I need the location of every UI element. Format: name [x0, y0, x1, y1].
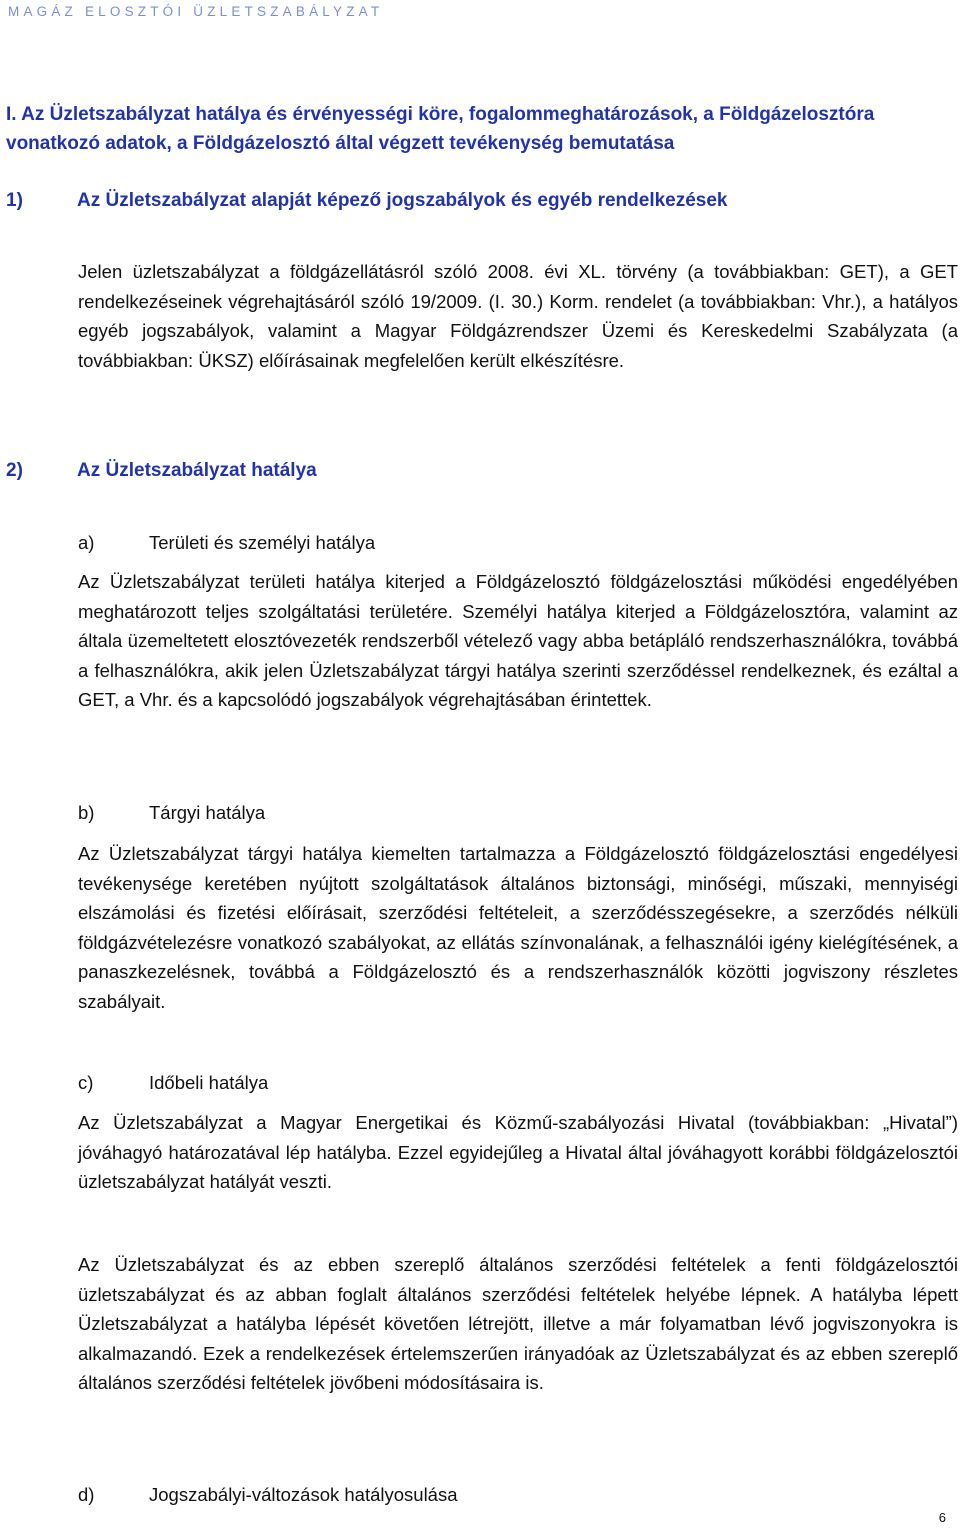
subsection-d-heading: [78, 1480, 458, 1509]
subsection-a-title: Területi és személyi hatálya: [149, 532, 376, 553]
subsection-c-paragraph-1: Az Üzletszabályzat a Magyar Energetikai és Közmű-szabályozási Hivatal (továbbiakban: „Hivatal”) jóváhagyó határozatával lép hatályba. Ezzel egyidejűleg a Hivatal által jóváhagyott korábbi földgázelosztói üzletszabályzat hatályát veszti.: [78, 1112, 958, 1192]
section-1-paragraph: Jelen üzletszabályzat a földgázellátásról szóló 2008. évi XL. törvény (a továbbiakban: GET), a GET rendelkezéseinek végrehajtásáról szóló 19/2009. (I. 30.) Korm. rendelet (a továbbiakban: Vhr.), a hatályos egyéb jogszabályok, valamint a Magyar Földgázrendszer Üzemi és Kereskedelmi Szabályzata (a továbbiakban: ÜKSZ) előírásainak megfelelően került elkészítésre.: [78, 261, 958, 371]
running-header: MAGÁZ ELOSZTÓI ÜZLETSZABÁLYZAT: [8, 4, 384, 19]
section-1-title: Az Üzletszabályzat alapját képező jogszabályok és egyéb rendelkezések: [77, 190, 728, 211]
subsection-b-paragraph: Az Üzletszabályzat tárgyi hatálya kiemelten tartalmazza a Földgázelosztó földgázelosztási engedélyesi tevékenysége keretében nyújtott szolgáltatások általános biztonsági, minőségi, műszaki, mennyiségi elszámolási és fizetési előírásait, szerződési feltételeit, a szerződésszegésekre, a szerződés nélküli földgázvételezésre vonatkozó szabályokat, az ellátás színvonalának, a felhasználói igény kielégítésének, a panaszkezelésnek, továbbá a Földgázelosztó és a rendszerhasználók közötti jogviszony részletes szabályait.: [78, 843, 958, 1012]
subsection-a-letter: a): [78, 532, 95, 553]
subsection-a-heading: [78, 528, 375, 557]
subsection-a-paragraph: Az Üzletszabályzat területi hatálya kiterjed a Földgázelosztó földgázelosztási működési engedélyében meghatározott teljes szolgáltatási területére. Személyi hatálya kiterjed a Földgázelosztóra, valamint az általa üzemeltetett elosztóvezeték rendszerből vételező vagy abba betápláló rendszerhasználókra, továbbá a felhasználókra, akik jelen Üzletszabályzat tárgyi hatálya szerinti szerződéssel rendelkeznek, és ezáltal a GET, a Vhr. és a kapcsolódó jogszabályok végrehajtásában érintettek.: [78, 571, 958, 710]
subsection-c-title: Időbeli hatálya: [149, 1072, 269, 1093]
section-1-heading: [6, 186, 728, 215]
subsection-b-title: Tárgyi hatálya: [149, 802, 266, 823]
subsection-b-heading: [78, 798, 265, 827]
chapter-title: I. Az Üzletszabályzat hatálya és érvényességi köre, fogalommeghatározások, a Földgázelosztóra vonatkozó adatok, a Földgázelosztó által végzett tevékenység bemutatása: [6, 104, 875, 154]
section-2-number: 2): [6, 460, 23, 481]
subsection-c-letter: c): [78, 1072, 94, 1093]
subsection-d-title: Jogszabályi-változások hatályosulása: [149, 1484, 458, 1505]
subsection-c-heading: [78, 1068, 268, 1097]
subsection-c-paragraph-2: Az Üzletszabályzat és az ebben szereplő általános szerződési feltételek a fenti földgázelosztói üzletszabályzat és az abban foglalt általános szerződési feltételek helyébe lépnek. A hatályba lépett Üzletszabályzat a hatályba lépését követően létrejött, illetve a már folyamatban lévő jogviszonyokra is alkalmazandó. Ezek a rendelkezések értelemszerűen irányadóak az Üzletszabályzat és az ebben szereplő általános szerződési feltételek jövőbeni módosításaira is.: [78, 1254, 958, 1393]
section-2-heading: [6, 456, 317, 485]
subsection-d-letter: d): [78, 1484, 95, 1505]
section-1-number: 1): [6, 190, 23, 211]
section-2-title: Az Üzletszabályzat hatálya: [77, 460, 317, 481]
page-number: 6: [938, 1510, 946, 1525]
subsection-b-letter: b): [78, 802, 95, 823]
